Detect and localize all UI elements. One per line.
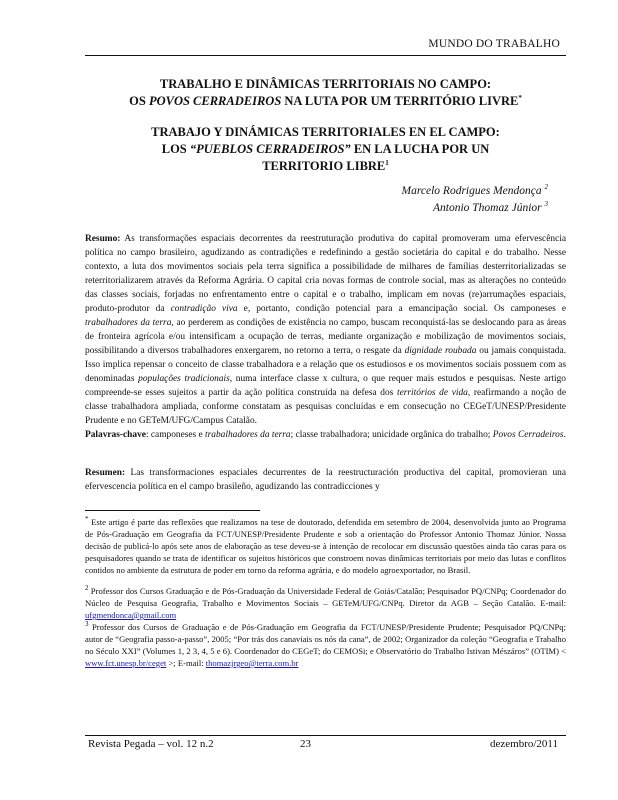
- title-pt-text: OS: [129, 94, 149, 108]
- resumen-text: Las transformaciones espaciales decurrentes de la reestructuración productiva del capital, promovieran una efervescencia política en el campo brasileño, agudizando las contradicciones y: [85, 468, 566, 492]
- author-1: [402, 183, 548, 200]
- title-es-line3-text: TERRITORIO LIBRE: [262, 159, 386, 173]
- footer-rule: [85, 735, 566, 736]
- title-es-text: LOS: [161, 142, 190, 156]
- author-1-mark: 2: [544, 183, 548, 192]
- footnote-3-mark: 3: [85, 620, 89, 629]
- footer-date: dezembro/2011: [489, 738, 558, 750]
- abstract-italic-3: dignidade roubada: [404, 346, 477, 356]
- keywords-italic-2: Povos Cerradeiros: [492, 430, 564, 440]
- footnote-3-text: Professor dos Cursos de Graduação e de Pós-Graduação em Geografia da FCT/UNESP/Presidente Prudente; Pesquisador PQ/CNPq; autor de “Geografia passo-a-passo”, 2005; “Por trás dos canaviais os nós da cana”, de 2002; Organizador da coleção “Geografia e Trabalho no Século XXI” (Volumes 1, 2 3, 4, 5 e 6). Coordenador do CEGeT; do CEMOSi; e Observatório do Trabalho Istivan Mészáros” (OTIM) <: [85, 622, 566, 656]
- title-pt-footnote-mark: *: [518, 93, 522, 102]
- footer-journal: Revista Pegada – vol. 12 n.2: [88, 738, 214, 750]
- abstract-italic-4: populações tradicionais: [138, 374, 230, 384]
- footnote-3-text-mid: >; E-mail:: [166, 658, 206, 668]
- footnote-2-mark: 2: [85, 584, 89, 593]
- abstract-text-3: , ao perderem as condições de existência no campo, buscam reconquistá-las se deslocando para as áreas de fronteira agrícola e/ou intensificam a ocupação de terras, mediante organização e mobilização de movimentos sociais, possibilitando a diversos trabalhadores enxergarem, no retorno a terra, o resgate da: [85, 318, 566, 356]
- abstract-italic-2: trabalhadores da terra: [85, 318, 172, 328]
- footnote-3: [85, 621, 566, 669]
- keywords-text-2: ; classe trabalhadora; unicidade orgânica do trabalho;: [290, 430, 493, 440]
- abstract-italic-1: contradição viva: [170, 304, 238, 314]
- abstract-label: Resumo:: [85, 234, 121, 244]
- running-header: MUNDO DO TRABALHO: [428, 38, 560, 50]
- title-pt-italic: POVOS CERRADEIROS: [148, 94, 282, 108]
- footnote-3-email-link[interactable]: thomazjrgeo@terra.com.br: [205, 658, 299, 668]
- footnote-2: [85, 585, 566, 621]
- author-1-name: Marcelo Rodrigues Mendonça: [401, 185, 542, 197]
- keywords-label: Palavras-chave: [85, 430, 146, 440]
- footnote-3-url-link[interactable]: www.fct.unesp.br/ceget: [85, 658, 167, 668]
- title-es-text-end: EN LA LUCHA POR UN: [350, 142, 490, 156]
- header-rule: [85, 55, 566, 56]
- title-spanish: [85, 124, 566, 175]
- abstract-text-6: , reafirmando a noção de classe trabalhadora ampliada, conforme constatam as pesquisas concluídas e em consecução no CEGeT/UNESP/Presidente Prudente e no GETeM/UFG/Campus Catalão.: [85, 388, 567, 426]
- abstract-italic-5: territórios de vida: [396, 388, 468, 398]
- footnote-2-email-link[interactable]: ufgmendonca@gmail.com: [85, 610, 177, 620]
- title-pt-line1: TRABALHO E DINÂMICAS TERRITORIAIS NO CAMPO:: [159, 77, 492, 91]
- abstract-body: [85, 232, 566, 428]
- abstract-text-4: ou jamais conquistada. Isso implica repensar o conceito de classe trabalhadora e a relação que os estudiosos e os movimentos sociais possuem com as denominadas: [85, 346, 566, 384]
- title-pt-text-end: NA LUTA POR UM TERRITÓRIO LIVRE: [281, 94, 519, 108]
- abstract-text-2: e, portanto, condição potencial para a emancipação social. Os camponeses e: [237, 304, 567, 314]
- keywords-text-3: .: [563, 430, 566, 440]
- footnote-star-text: Este artigo é parte das reflexões que realizamos na tese de doutorado, defendida em setembro de 2004, desenvolvida junto ao Programa de Pós-Graduação em Geografia da FCT/UNESP/Presidente Prudente e sob a orientação do Professor Antonio Thomaz Júnior. Nossa decisão de publicá-lo após sete anos de elaboração as tese deveu-se à intenção de recolocar em discussão questões ainda tão caras para os pesquisadores quando se trata de identificar os sujeitos históricos que constroem novas dinâmicas territoriais por meio das lutas e conflitos contidos no ambiente da estrutura de poder em torno da reforma agrária, e do modelo agroexportador, no Brasil.: [85, 517, 566, 575]
- author-list: [402, 183, 548, 217]
- title-pt-line2: [85, 93, 566, 110]
- author-2-mark: 3: [544, 200, 548, 209]
- title-es-line3: [85, 158, 566, 175]
- keywords: [85, 428, 566, 442]
- title-es-footnote-mark: 1: [385, 158, 389, 167]
- title-portuguese: [85, 76, 566, 110]
- footnote-star: [85, 516, 566, 576]
- abstract-portuguese: [85, 232, 566, 442]
- page-number: 23: [300, 738, 311, 750]
- footnote-star-mark: *: [85, 515, 89, 524]
- author-2-name: Antonio Thomaz Júnior: [433, 202, 542, 214]
- footnotes: [85, 516, 566, 669]
- abstract-text-5: , numa interface classe x cultura, o que requer mais estudos e pesquisas. Neste artigo compreende-se esses sujeitos a partir da ação política construída na defesa dos: [85, 374, 566, 398]
- keywords-italic-1: trabalhadores da terra: [205, 430, 291, 440]
- footnote-rule: [85, 510, 260, 511]
- footnote-2-text: Professor dos Cursos Graduação e de Pós-Graduação da Universidade Federal de Goiás/Catalão; Pesquisador PQ/CNPq; Coordenador do Núcleo de Pesquisa Geografia, Trabalho e Movimentos Sociais – GETeM/UFG/CNPq. Diretor da AGB – Seção Catalão. E-mail:: [85, 586, 566, 608]
- abstract-spanish: [85, 466, 566, 494]
- keywords-text-1: : camponeses e: [145, 430, 206, 440]
- title-es-line2: [85, 141, 566, 158]
- title-es-line1: TRABAJO Y DINÁMICAS TERRITORIALES EN EL CAMPO:: [151, 125, 500, 139]
- title-es-italic: “PUEBLOS CERRADEIROS”: [189, 142, 351, 156]
- author-2: [402, 200, 548, 217]
- abstract-text-1: As transformações espaciais decorrentes da reestruturação produtiva do capital promoveram uma efervescência política no campo brasileiro, agudizando as contradições e redefinindo a gestão societária do capital e do trabalho. Nesse contexto, a luta dos movimentos sociais pela terra significa a possibilidade de milhares de famílias desterritorializadas se reterritorializarem através da Reforma Agrária. O capital cria novas formas de controle social, mas as alterações no conteúdo das classes sociais, forjadas no enfrentamento entre o capital e o trabalho, implicam em novas (re)arrumações espaciais, produto-produtor da: [85, 234, 566, 314]
- resumen-label: Resumen:: [85, 468, 126, 478]
